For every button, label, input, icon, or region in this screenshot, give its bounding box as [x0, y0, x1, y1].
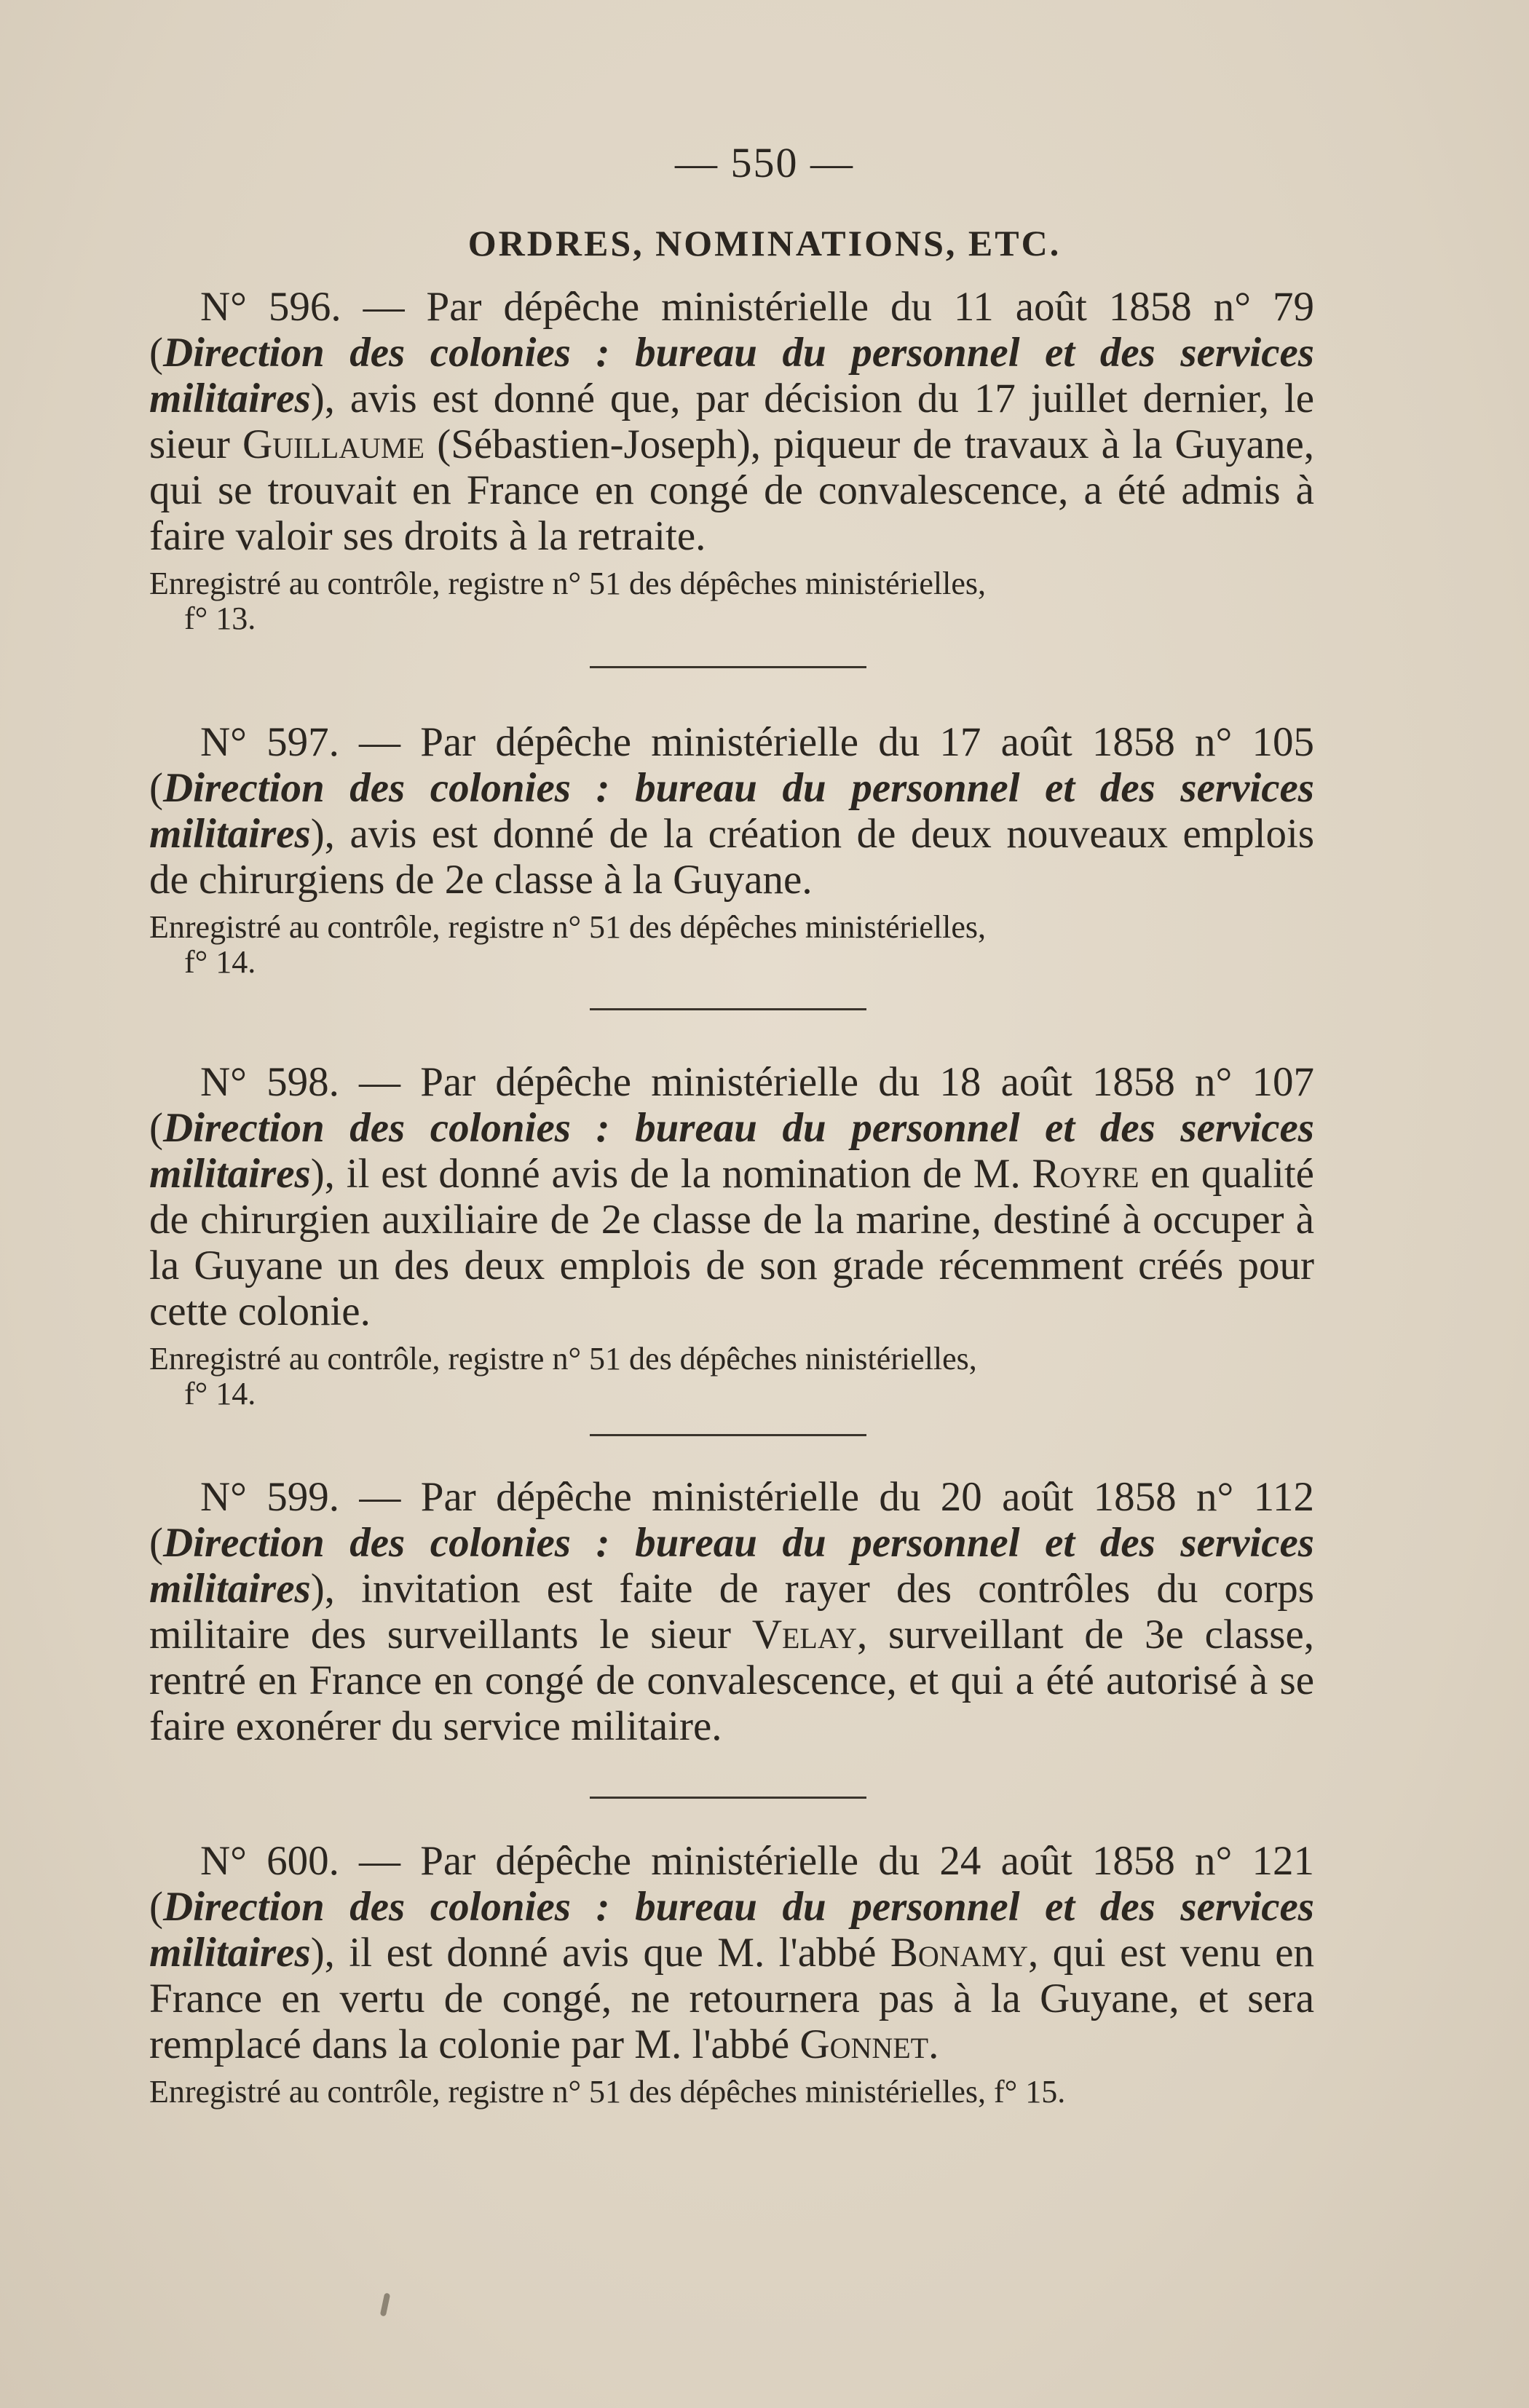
- entry-text: N° 599. — Par dépêche ministérielle du 20 août 1858 n° 112 (Direction des colonies : bureau du personnel et des services militaires), invitation est faite de rayer des contrôles du corps militaire des surveillants le sieur Velay, surveillant de 3e classe, rentré en France en congé de convalescence, et qui a été autorisé à se faire exonérer du service militaire.: [149, 1474, 1314, 1749]
- separator-rule: [590, 666, 866, 668]
- folio-ref: f° 14.: [184, 1376, 256, 1411]
- entry-599: [149, 1474, 1314, 1749]
- entry-text: N° 596. — Par dépêche ministérielle du 11 août 1858 n° 79 (Direction des colonies : bureau du personnel et des services militaires), avis est donné que, par décision du 17 juillet dernier, le sieur Guillaume (Sébastien-Joseph), piqueur de travaux à la Guyane, qui se trouvait en France en congé de convalescence, a été admis à faire valoir ses droits à la retraite.: [149, 284, 1314, 559]
- separator-rule: [590, 1008, 866, 1010]
- person-name: Royre: [1032, 1151, 1139, 1197]
- person-name: Gonnet: [799, 2021, 929, 2067]
- register-note: Enregistré au contrôle, registre n° 51 des dépêches ministérielles, f° 13.: [149, 566, 986, 636]
- person-name: Bonamy: [890, 1930, 1029, 1976]
- folio-ref: f° 14.: [184, 944, 256, 980]
- entry-text: N° 597. — Par dépêche ministérielle du 17 août 1858 n° 105 (Direction des colonies : bureau du personnel et des services militaires), avis est donné de la création de deux nouveaux emplois de chirurgiens de 2e classe à la Guyane.: [149, 719, 1314, 903]
- register-note: Enregistré au contrôle, registre n° 51 des dépêches ministérielles, f° 15.: [149, 2074, 1066, 2110]
- entry-number: N° 596.: [200, 284, 341, 330]
- separator-rule: [590, 1797, 866, 1799]
- direction-italic: Direction des colonies : bureau du personnel et des services militaires: [149, 765, 1314, 857]
- entry-596: [149, 284, 1314, 636]
- entry-number: N° 598.: [200, 1059, 339, 1105]
- entry-number: N° 597.: [200, 719, 339, 765]
- register-note: Enregistré au contrôle, registre n° 51 des dépêches ninistérielles, f° 14.: [149, 1341, 977, 1411]
- section-heading: ORDRES, NOMINATIONS, ETC.: [467, 223, 1062, 264]
- separator-rule: [590, 1434, 866, 1436]
- direction-italic: Direction des colonies : bureau du personnel et des services militaires: [149, 330, 1314, 421]
- person-name: Velay: [751, 1612, 857, 1658]
- entry-598: [149, 1059, 1314, 1411]
- entry-text: N° 600. — Par dépêche ministérielle du 24 août 1858 n° 121 (Direction des colonies : bureau du personnel et des services militaires), il est donné avis que M. l'abbé Bonamy, qui est venu en France en vertu de congé, ne retournera pas à la Guyane, et sera remplacé dans la colonie par M. l'abbé Gonnet.: [149, 1838, 1314, 2067]
- entry-600: [149, 1838, 1314, 2110]
- entry-text: N° 598. — Par dépêche ministérielle du 18 août 1858 n° 107 (Direction des colonies : bureau du personnel et des services militaires), il est donné avis de la nomination de M. Royre en qualité de chirurgien auxiliaire de 2e classe de la marine, destiné à occuper à la Guyane un des deux emplois de son grade récemment créés pour cette colonie.: [149, 1059, 1314, 1334]
- person-name: Guillaume: [242, 421, 425, 467]
- direction-italic: Direction des colonies : bureau du personnel et des services militaires: [149, 1520, 1314, 1612]
- entry-number: N° 599.: [200, 1474, 340, 1520]
- direction-italic: Direction des colonies : bureau du personnel et des services militaires: [149, 1105, 1314, 1197]
- folio-ref: f° 13.: [184, 601, 256, 636]
- register-note: Enregistré au contrôle, registre n° 51 des dépêches ministérielles, f° 14.: [149, 909, 986, 980]
- direction-italic: Direction des colonies : bureau du personnel et des services militaires: [149, 1884, 1314, 1976]
- entry-number: N° 600.: [200, 1838, 339, 1884]
- ink-blemish: [380, 2293, 390, 2317]
- page-folio: — 550 —: [675, 139, 854, 186]
- entry-597: [149, 719, 1314, 980]
